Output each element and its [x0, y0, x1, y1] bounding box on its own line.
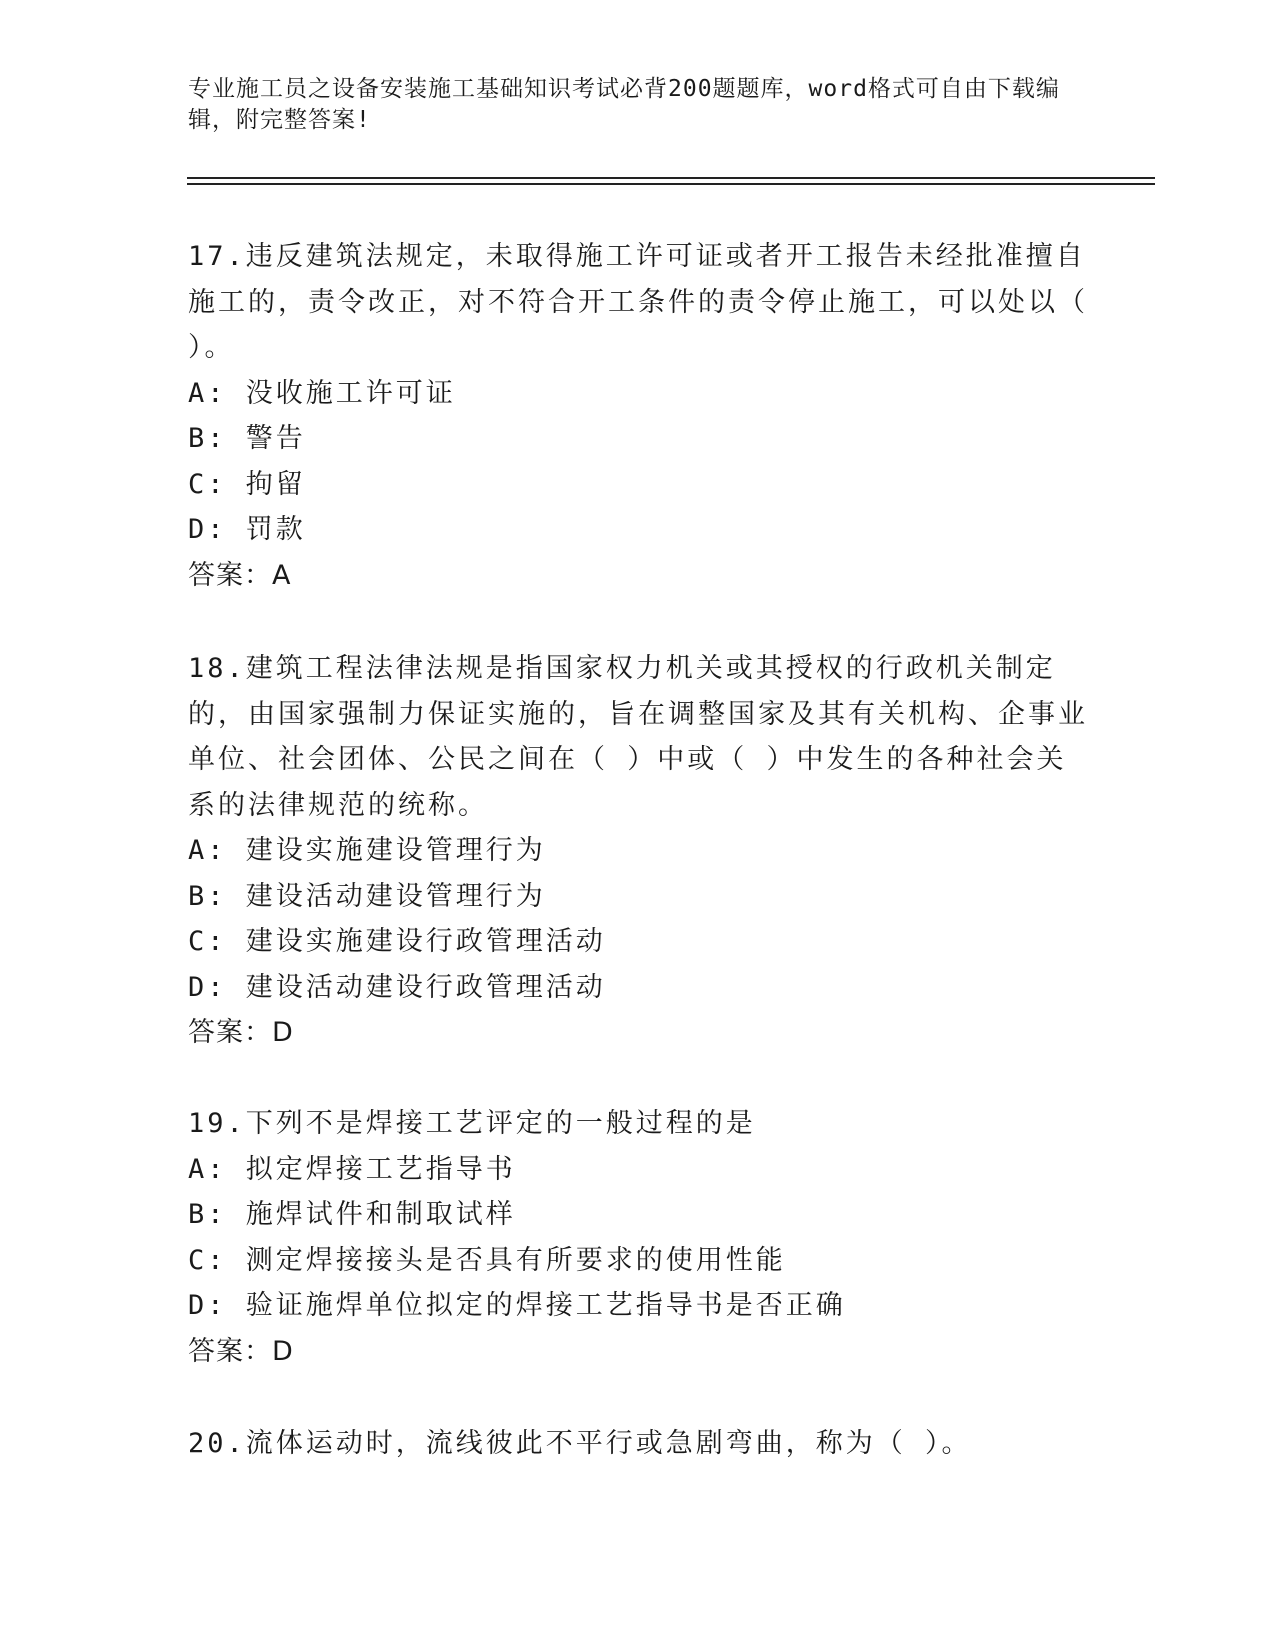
option-d: D: 罚款: [188, 514, 306, 545]
option-a: A: 没收施工许可证: [188, 377, 456, 409]
question-20: [188, 1421, 1088, 1467]
question-19: [188, 1101, 1088, 1374]
option-d: D: 验证施焊单位拟定的焊接工艺指导书是否正确: [188, 1290, 846, 1321]
option-c: C: 建设实施建设行政管理活动: [188, 926, 606, 957]
header-divider-top: [187, 177, 1155, 179]
option-a: A: 拟定焊接工艺指导书: [188, 1153, 516, 1185]
question-stem: 20.流体运动时，流线彼此不平行或急剧弯曲，称为（ ）。: [188, 1428, 972, 1459]
answer: 答案：D: [188, 1335, 294, 1367]
question-17: [188, 234, 1088, 598]
option-b: B: 警告: [188, 423, 306, 454]
answer: 答案：D: [188, 1017, 294, 1048]
document-header: 专业施工员之设备安装施工基础知识考试必背200题题库，word格式可自由下载编辑，附完整答案!: [188, 76, 1060, 133]
question-stem: 17.违反建筑法规定，未取得施工许可证或者开工报告未经批准擅自施工的，责令改正，对不符合开工条件的责令停止施工，可以处以（ ）。: [188, 241, 1088, 363]
option-c: C: 拘留: [188, 468, 306, 500]
option-d: D: 建设活动建设行政管理活动: [188, 971, 606, 1003]
header-divider-bottom: [187, 183, 1155, 185]
question-stem: 19.下列不是焊接工艺评定的一般过程的是: [188, 1108, 756, 1139]
question-18: [188, 646, 1088, 1056]
option-b: B: 施焊试件和制取试样: [188, 1199, 516, 1230]
answer: 答案：A: [188, 559, 292, 591]
option-a: A: 建设实施建设管理行为: [188, 835, 546, 866]
question-stem: 18.建筑工程法律法规是指国家权力机关或其授权的行政机关制定的，由国家强制力保证实施的，旨在调整国家及其有关机构、企事业单位、社会团体、公民之间在（ ）中或（ ）中发生的各种社会关系的法律规范的统称。: [188, 653, 1088, 821]
option-b: B: 建设活动建设管理行为: [188, 880, 546, 912]
option-c: C: 测定焊接接头是否具有所要求的使用性能: [188, 1244, 786, 1276]
